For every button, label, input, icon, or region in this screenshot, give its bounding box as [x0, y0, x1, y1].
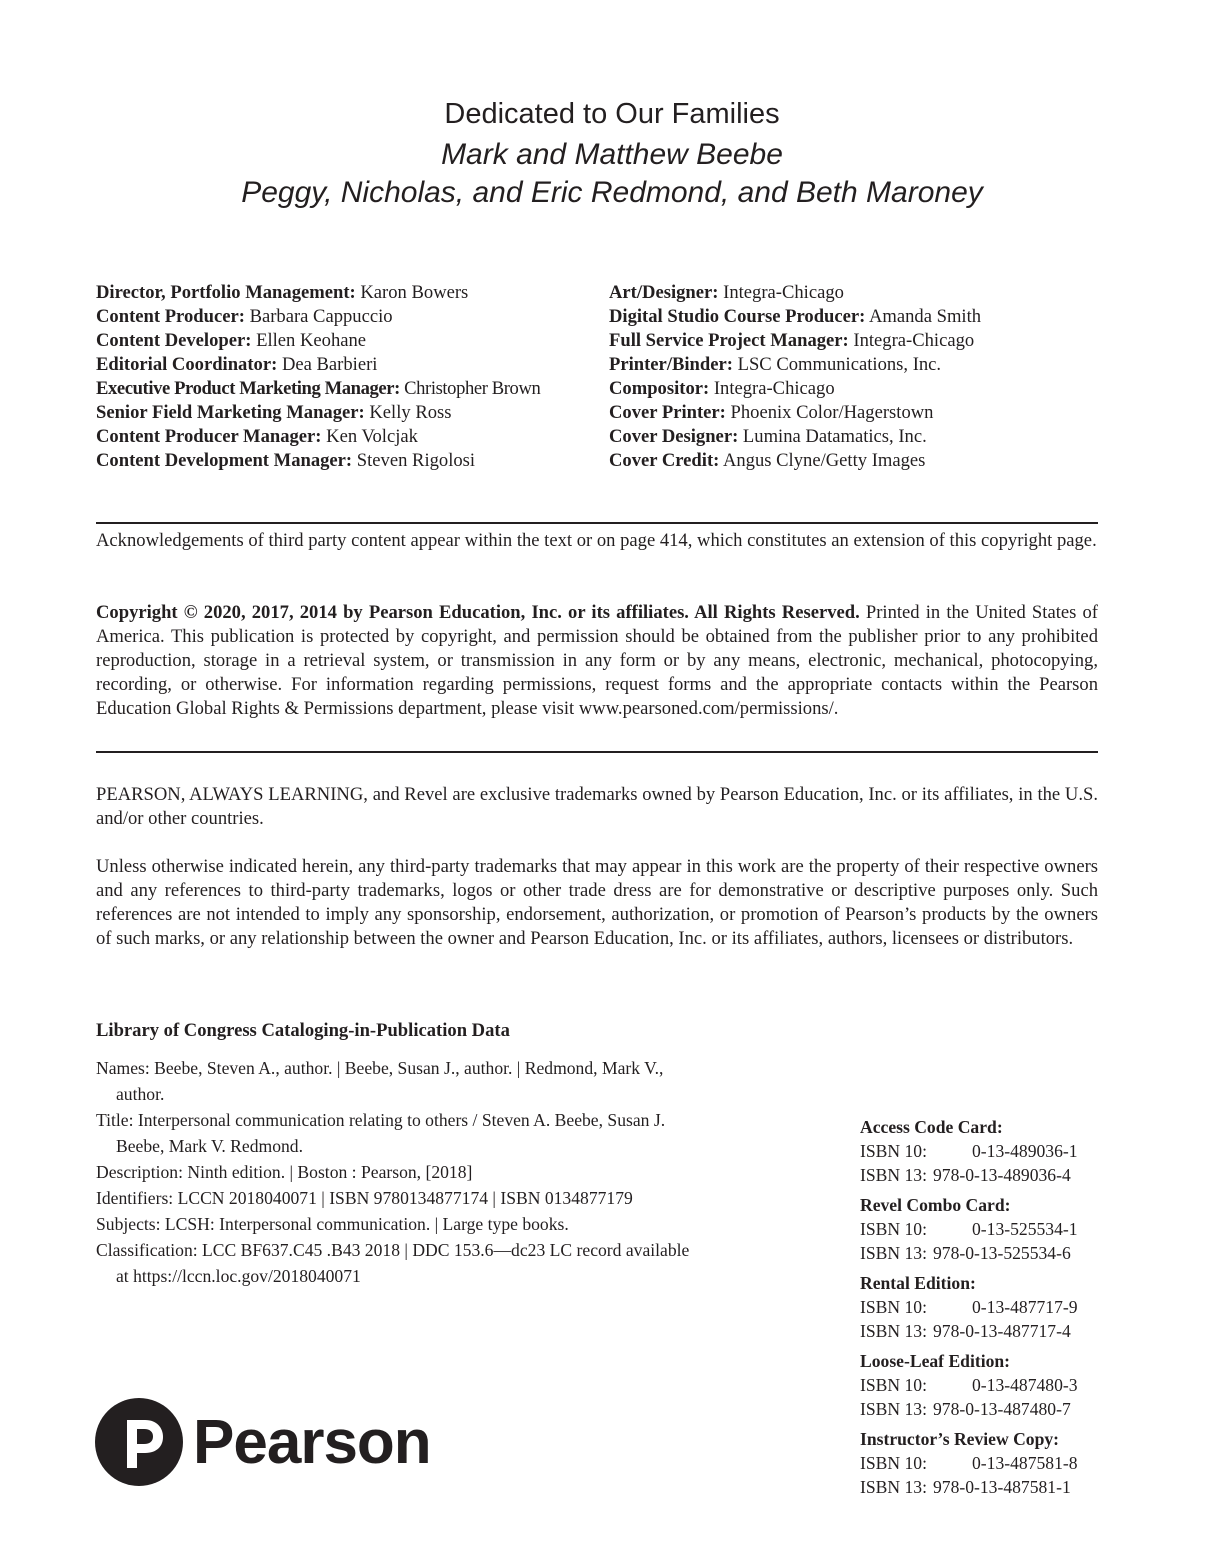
third-party-trademarks-text: Unless otherwise indicated herein, any third-party trademarks that may appear in this work are the property of their respective owners and any references to third-party trademarks, logos or other trade dress are for demonstrative or descriptive purposes only. Such references are not intended to imply any sponsorship, endorsement, authorization, or promotion of Pearson’s products by the owners of such marks, or any relationship between the owner and Pearson Education, Inc. or its affiliates, authors, licensees or distributors.	[96, 856, 1098, 949]
credit-name: Karon Bowers	[360, 282, 469, 303]
isbn-10-row	[860, 1373, 1100, 1397]
dedication	[0, 92, 1224, 212]
credit-role: Content Development Manager:	[96, 450, 353, 471]
isbn-10-row	[860, 1451, 1100, 1475]
credit-name: Integra-Chicago	[853, 330, 975, 351]
isbn-value: 0-13-525534-1	[972, 1219, 1078, 1239]
pearson-wordmark: Pearson	[193, 1407, 431, 1477]
credit-role: Printer/Binder:	[609, 354, 733, 375]
copyright-notice	[96, 601, 1098, 721]
credits-right-column	[609, 281, 981, 473]
isbn-value: 978-0-13-487717-4	[932, 1321, 1071, 1341]
credit-row	[96, 425, 609, 449]
isbn-13-row	[860, 1397, 1100, 1421]
cip-entry: Subjects: LCSH: Interpersonal communication. | Large type books.	[96, 1214, 569, 1234]
credit-row	[609, 449, 981, 473]
cip-entry: Title: Interpersonal communication relating to others / Steven A. Beebe, Susan J. Beebe, Mark V. Redmond.	[96, 1110, 666, 1156]
isbn-edition: Loose-Leaf Edition:	[860, 1351, 1011, 1371]
copyright-body: Printed in the United States of America. This publication is protected by copyright, and permission should be obtained from the publisher prior to any prohibited reproduction, storage in a retrieval system, or transmission in any form or by any means, electronic, mechanical, photocopying, recording, or otherwise. For information regarding permissions, request forms and the appropriate contacts within the Pearson Education Global Rights & Permissions department, please visit www.pearsoned.com/permissions/.	[96, 602, 1098, 719]
isbn-value: 0-13-487717-9	[972, 1297, 1078, 1317]
isbn-group	[860, 1349, 1100, 1421]
credit-row	[609, 353, 981, 377]
credit-name: Amanda Smith	[868, 306, 982, 327]
pearson-p-icon	[95, 1398, 183, 1486]
credit-role: Director, Portfolio Management:	[96, 282, 356, 303]
credit-name: LSC Communications, Inc.	[737, 354, 942, 375]
isbn-value: 978-0-13-487581-1	[932, 1477, 1071, 1497]
credit-row	[609, 281, 981, 305]
credit-role: Cover Printer:	[609, 402, 726, 423]
acknowledgements-text: Acknowledgements of third party content appear within the text or on page 414, which constitutes an extension of this copyright page.	[96, 530, 1097, 551]
copyright-statement: Copyright © 2020, 2017, 2014 by Pearson Education, Inc. or its affiliates. All Rights Reserved.	[96, 602, 860, 623]
isbn-13-row	[860, 1475, 1100, 1499]
credit-role: Senior Field Marketing Manager:	[96, 402, 365, 423]
credit-row	[96, 281, 609, 305]
dedication-line: Peggy, Nicholas, and Eric Redmond, and Beth Maroney	[241, 176, 983, 209]
isbn-list	[860, 1115, 1100, 1505]
credit-role: Executive Product Marketing Manager:	[96, 378, 400, 399]
credit-name: Christopher Brown	[404, 378, 541, 399]
isbn-group	[860, 1115, 1100, 1187]
isbn-label: ISBN 10:	[860, 1453, 927, 1473]
credit-name: Ellen Keohane	[256, 330, 367, 351]
divider-rule	[96, 522, 1098, 524]
isbn-13-row	[860, 1163, 1100, 1187]
cip-entry: Classification: LCC BF637.C45 .B43 2018 | DDC 153.6—dc23 LC record available at https://lccn.loc.gov/2018040071	[96, 1240, 690, 1286]
credit-role: Content Producer:	[96, 306, 245, 327]
isbn-label: ISBN 13:	[860, 1399, 927, 1419]
isbn-10-row	[860, 1139, 1100, 1163]
credit-role: Cover Credit:	[609, 450, 720, 471]
credit-name: Lumina Datamatics, Inc.	[742, 426, 927, 447]
dedication-line: Mark and Matthew Beebe	[441, 138, 783, 171]
isbn-edition: Instructor’s Review Copy:	[860, 1429, 1060, 1449]
credit-row	[96, 305, 609, 329]
credit-name: Barbara Cappuccio	[249, 306, 393, 327]
credit-name: Steven Rigolosi	[356, 450, 476, 471]
isbn-value: 0-13-487480-3	[972, 1375, 1078, 1395]
isbn-group	[860, 1193, 1100, 1265]
credit-role: Editorial Coordinator:	[96, 354, 278, 375]
credit-row	[96, 353, 609, 377]
credit-role: Full Service Project Manager:	[609, 330, 849, 351]
divider-rule	[96, 751, 1098, 753]
credit-name: Ken Volcjak	[326, 426, 418, 447]
isbn-label: ISBN 10:	[860, 1375, 927, 1395]
credit-row	[609, 401, 981, 425]
isbn-label: ISBN 13:	[860, 1477, 927, 1497]
credit-row	[96, 329, 609, 353]
isbn-label: ISBN 13:	[860, 1243, 927, 1263]
credit-row	[96, 449, 609, 473]
credit-row	[609, 305, 981, 329]
isbn-10-row	[860, 1217, 1100, 1241]
isbn-edition: Revel Combo Card:	[860, 1195, 1011, 1215]
pearson-logo	[95, 1398, 431, 1486]
isbn-label: ISBN 13:	[860, 1321, 927, 1341]
isbn-value: 978-0-13-487480-7	[932, 1399, 1071, 1419]
isbn-value: 0-13-487581-8	[972, 1453, 1078, 1473]
isbn-value: 0-13-489036-1	[972, 1141, 1078, 1161]
isbn-label: ISBN 10:	[860, 1141, 927, 1161]
credit-row	[609, 377, 981, 401]
credit-name: Dea Barbieri	[281, 354, 378, 375]
credits-left-column	[96, 281, 609, 473]
cip-entry: Description: Ninth edition. | Boston : Pearson, [2018]	[96, 1162, 473, 1182]
isbn-group	[860, 1271, 1100, 1343]
cip-heading: Library of Congress Cataloging-in-Publication Data	[96, 1020, 510, 1041]
credit-name: Kelly Ross	[369, 402, 452, 423]
trademarks-text: PEARSON, ALWAYS LEARNING, and Revel are exclusive trademarks owned by Pearson Education, Inc. or its affiliates, in the U.S. and/or other countries.	[96, 784, 1098, 829]
isbn-label: ISBN 10:	[860, 1297, 927, 1317]
credit-role: Compositor:	[609, 378, 710, 399]
credit-role: Digital Studio Course Producer:	[609, 306, 866, 327]
credit-row	[96, 401, 609, 425]
credit-name: Integra-Chicago	[723, 282, 844, 303]
isbn-label: ISBN 13:	[860, 1165, 927, 1185]
credit-name: Angus Clyne/Getty Images	[722, 450, 926, 471]
cip-data	[96, 1055, 706, 1289]
credit-role: Content Producer Manager:	[96, 426, 322, 447]
cip-entry: Names: Beebe, Steven A., author. | Beebe, Susan J., author. | Redmond, Mark V., author.	[96, 1058, 664, 1104]
credit-role: Content Developer:	[96, 330, 252, 351]
credit-role: Cover Designer:	[609, 426, 739, 447]
isbn-group	[860, 1427, 1100, 1499]
credit-row	[609, 329, 981, 353]
cip-entry: Identifiers: LCCN 2018040071 | ISBN 9780134877174 | ISBN 0134877179	[96, 1188, 633, 1208]
dedication-title: Dedicated to Our Families	[444, 98, 780, 130]
isbn-10-row	[860, 1295, 1100, 1319]
isbn-value: 978-0-13-525534-6	[932, 1243, 1071, 1263]
isbn-13-row	[860, 1319, 1100, 1343]
production-credits	[96, 281, 1106, 473]
credit-role: Art/Designer:	[609, 282, 719, 303]
credit-row	[96, 377, 609, 401]
dedication-lines	[0, 136, 1224, 212]
isbn-edition: Access Code Card:	[860, 1117, 1003, 1137]
isbn-label: ISBN 10:	[860, 1219, 927, 1239]
credit-name: Phoenix Color/Hagerstown	[730, 402, 934, 423]
credit-row	[609, 425, 981, 449]
isbn-value: 978-0-13-489036-4	[932, 1165, 1071, 1185]
credit-name: Integra-Chicago	[713, 378, 835, 399]
isbn-edition: Rental Edition:	[860, 1273, 976, 1293]
isbn-13-row	[860, 1241, 1100, 1265]
